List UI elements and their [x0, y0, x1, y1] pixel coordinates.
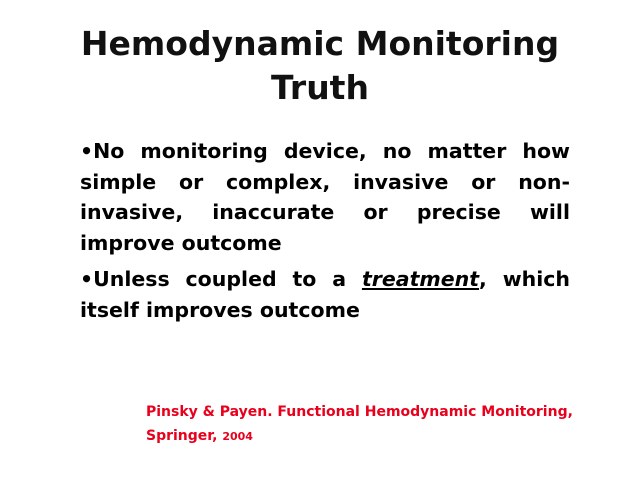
slide-title-line-1: Hemodynamic Monitoring	[80, 24, 560, 63]
bullet-item-2-text-after: , which itself improves outcome	[80, 267, 570, 322]
citation-publisher: Springer,	[146, 428, 223, 444]
citation-year: 2004	[222, 430, 253, 443]
citation-line-2	[146, 424, 616, 449]
bullet-item-2-text-before: •Unless coupled to a	[80, 267, 362, 291]
slide-title	[40, 22, 600, 110]
bullet-item-2	[80, 264, 570, 325]
slide-title-line-2: Truth	[271, 68, 369, 107]
bullet-item-2-emphasis: treatment	[361, 267, 480, 291]
citation	[146, 400, 616, 449]
citation-line-1: Pinsky & Payen. Functional Hemodynamic Monitoring,	[146, 404, 573, 420]
bullet-item-1: •No monitoring device, no matter how simple or complex, invasive or non-invasive, inaccurate or precise will improve outcome	[80, 139, 570, 255]
bullet-list	[80, 136, 570, 325]
